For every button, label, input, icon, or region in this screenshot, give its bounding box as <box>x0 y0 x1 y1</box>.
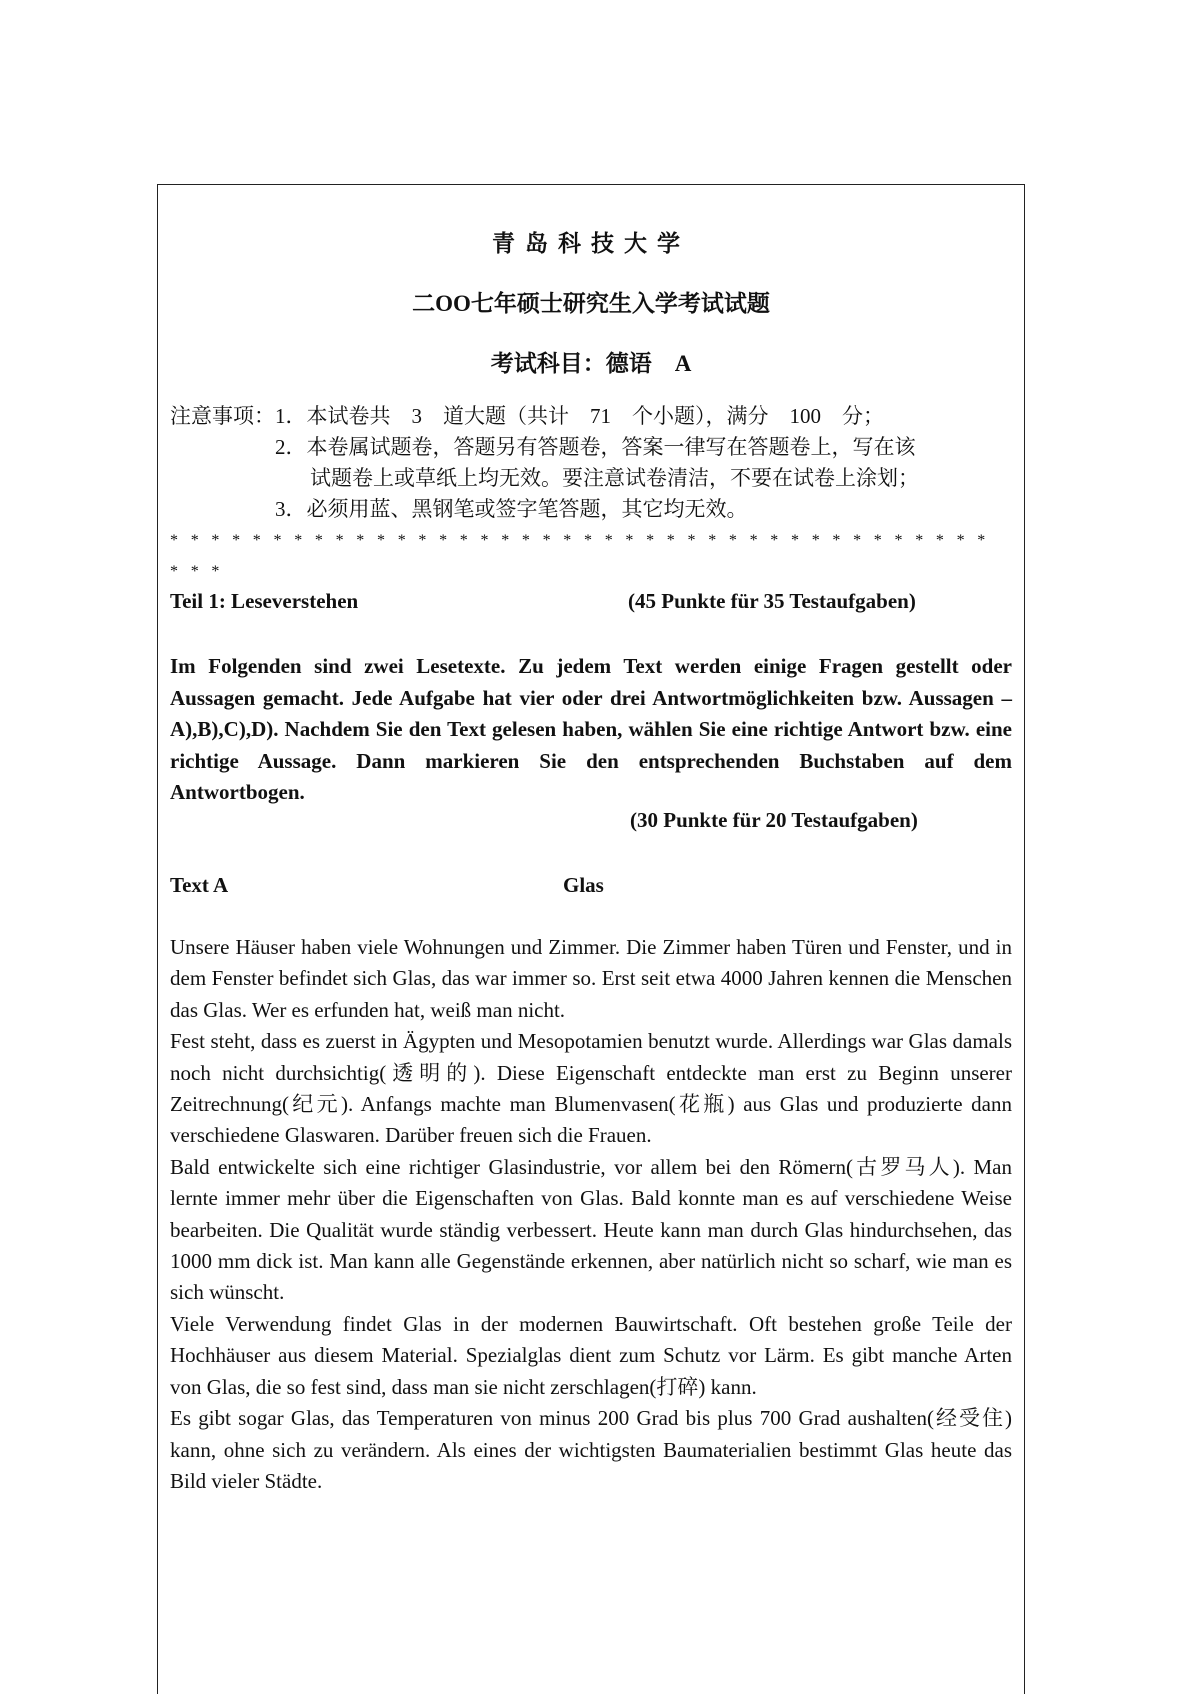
note-line-3: 试题卷上或草纸上均无效。要注意试卷清洁，不要在试卷上涂划； <box>310 466 919 490</box>
text-a-paragraph: Bald entwickelte sich eine richtiger Glasindustrie, vor allem bei den Römern(古罗马人). Man lernte immer mehr über die Eigenschaften von Glas. Bald konnte man es auf verschiedene Weise bearbeiten. Die Qualität wurde ständig verbessert. Heute kann man durch Glas hindurchsehen, das 1000 mm dick ist. Man kann alle Gegenstände erkennen, aber natürlich nicht so scharf, wie man es sich wünscht. <box>170 1154 1012 1305</box>
text-a-body <box>170 932 1012 1497</box>
exam-title: 二OO七年硕士研究生入学考试试题 <box>412 291 770 316</box>
text-a-paragraph: Viele Verwendung findet Glas in der modernen Bauwirtschaft. Oft bestehen große Teile der Hochhäuser aus diesem Material. Spezialglas dient zum Schutz vor Lärm. Es gibt manche Arten von Glas, die so fest sind, dass man sie nicht zerschlagen(打碎) kann. <box>170 1311 1012 1399</box>
part1-subpoints: (30 Punkte für 20 Testaufgaben) <box>630 808 918 832</box>
text-a-paragraph: Unsere Häuser haben viele Wohnungen und Zimmer. Die Zimmer haben Türen und Fenster, und in dem Fenster befindet sich Glas, das war immer so. Erst seit etwa 4000 Jahren kennen die Menschen das Glas. Wer es erfunden hat, weiß man nicht. <box>170 935 1012 1022</box>
text-a-paragraph: Es gibt sogar Glas, das Temperaturen von minus 200 Grad bis plus 700 Grad aushalten(经受住) kann, ohne sich zu verändern. Als eines der wichtigsten Baumaterialien bestimmt Glas heute das Bild vieler Städte. <box>170 1406 1012 1493</box>
text-a-heading <box>170 873 1012 898</box>
note-line-2: 2．本卷属试题卷，答题另有答题卷，答案一律写在答题卷上，写在该 <box>275 435 916 459</box>
part1-points: (45 Punkte für 35 Testaufgaben) <box>628 589 916 613</box>
part1-heading <box>170 589 1012 614</box>
part1-instructions: Im Folgenden sind zwei Lesetexte. Zu jedem Text werden einige Fragen gestellt oder Aussagen gemacht. Jede Aufgabe hat vier oder drei Antwortmöglichkeiten bzw. Aussagen – A),B),C),D). Nachdem Sie den Text gelesen haben, wählen Sie eine richtige Antwort bzw. eine richtige Aussage. Dann markieren Sie den entsprechenden Buchstaben auf dem Antwortbogen. <box>170 654 1012 804</box>
star-divider: ******************************************* <box>170 532 998 580</box>
exam-notes <box>170 401 1012 525</box>
text-a-label: Text A <box>170 873 229 897</box>
note-line-1: 注意事项：1．本试卷共 3 道大题（共计 71 个小题），满分 100 分； <box>170 404 884 428</box>
school-name: 青岛科技大学 <box>492 231 690 256</box>
note-line-4: 3．必须用蓝、黑钢笔或签字笔答题，其它均无效。 <box>275 497 748 521</box>
exam-page-frame <box>157 184 1025 1694</box>
text-a-title: Glas <box>563 873 604 897</box>
exam-subject: 考试科目：德语 A <box>490 351 692 376</box>
part1-title: Teil 1: Leseverstehen <box>170 589 359 613</box>
text-a-paragraph: Fest steht, dass es zuerst in Ägypten und Mesopotamien benutzt wurde. Allerdings war Glas damals noch nicht durchsichtig(透明的). Diese Eigenschaft entdeckte man erst zu Beginn unserer Zeitrechnung(纪元). Anfangs machte man Blumenvasen(花瓶) aus Glas und produzierte dann verschiedene Glaswaren. Darüber freuen sich die Frauen. <box>170 1029 1012 1148</box>
